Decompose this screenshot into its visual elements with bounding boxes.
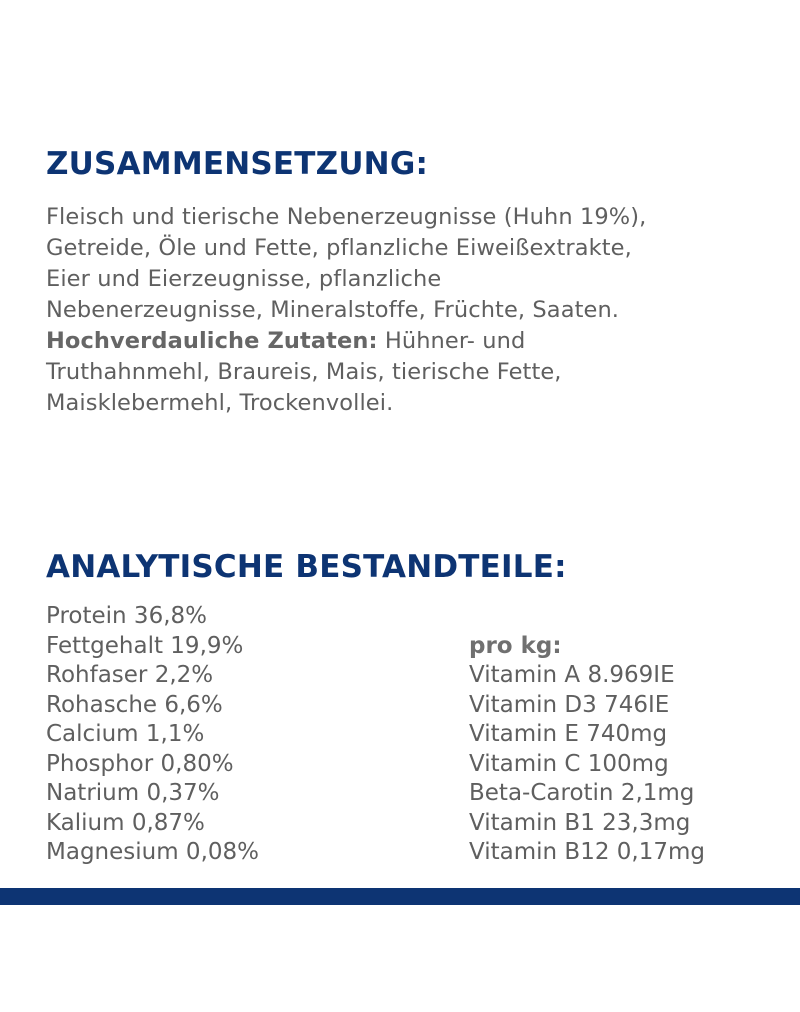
digestible-ingredients-line <box>46 326 786 357</box>
composition-text <box>46 202 786 419</box>
analytic-heading: ANALYTISCHE BESTANDTEILE: <box>46 549 567 585</box>
vitamin-item: Vitamin C 100mg <box>469 750 669 777</box>
nutrient-item: Phosphor 0,80% <box>46 750 234 777</box>
vitamin-item: Vitamin D3 746IE <box>469 691 670 718</box>
nutrient-list <box>46 602 259 868</box>
nutrient-item: Protein 36,8% <box>46 603 207 629</box>
composition-heading: ZUSAMMENSETZUNG: <box>46 146 429 182</box>
vitamin-item: Vitamin A 8.969IE <box>469 662 675 688</box>
nutrient-item: Kalium 0,87% <box>46 809 205 836</box>
nutrient-item: Calcium 1,1% <box>46 721 205 747</box>
vitamin-list <box>469 602 705 868</box>
vitamin-item: Vitamin B12 0,17mg <box>469 839 705 865</box>
vitamin-list-spacer <box>469 602 705 632</box>
nutrient-item: Natrium 0,37% <box>46 780 220 806</box>
per-kg-label: pro kg: <box>469 632 562 659</box>
digestible-ingredients-line: Truthahnmehl, Braureis, Mais, tierische Fette, <box>46 359 562 385</box>
nutrient-item: Fettgehalt 19,9% <box>46 632 244 659</box>
digestible-ingredients-label: Hochverdauliche Zutaten: <box>46 328 378 354</box>
bottom-divider-bar <box>0 888 800 905</box>
vitamin-item: Vitamin B1 23,3mg <box>469 809 691 836</box>
nutrient-item: Rohfaser 2,2% <box>46 662 214 688</box>
vitamin-item: Beta-Carotin 2,1mg <box>469 780 695 806</box>
nutrient-item: Rohasche 6,6% <box>46 691 223 718</box>
vitamin-item: Vitamin E 740mg <box>469 721 668 747</box>
composition-line: Nebenerzeugnisse, Mineralstoffe, Früchte, Saaten. <box>46 297 620 323</box>
digestible-ingredients-text: Hühner- und <box>377 328 526 354</box>
composition-line: Eier und Eierzeugnisse, pflanzliche <box>46 266 442 292</box>
composition-line: Getreide, Öle und Fette, pflanzliche Eiweißextrakte, <box>46 235 632 261</box>
nutrient-item: Magnesium 0,08% <box>46 839 259 865</box>
digestible-ingredients-line: Maisklebermehl, Trockenvollei. <box>46 390 394 416</box>
composition-line: Fleisch und tierische Nebenerzeugnisse (Huhn 19%), <box>46 204 647 230</box>
